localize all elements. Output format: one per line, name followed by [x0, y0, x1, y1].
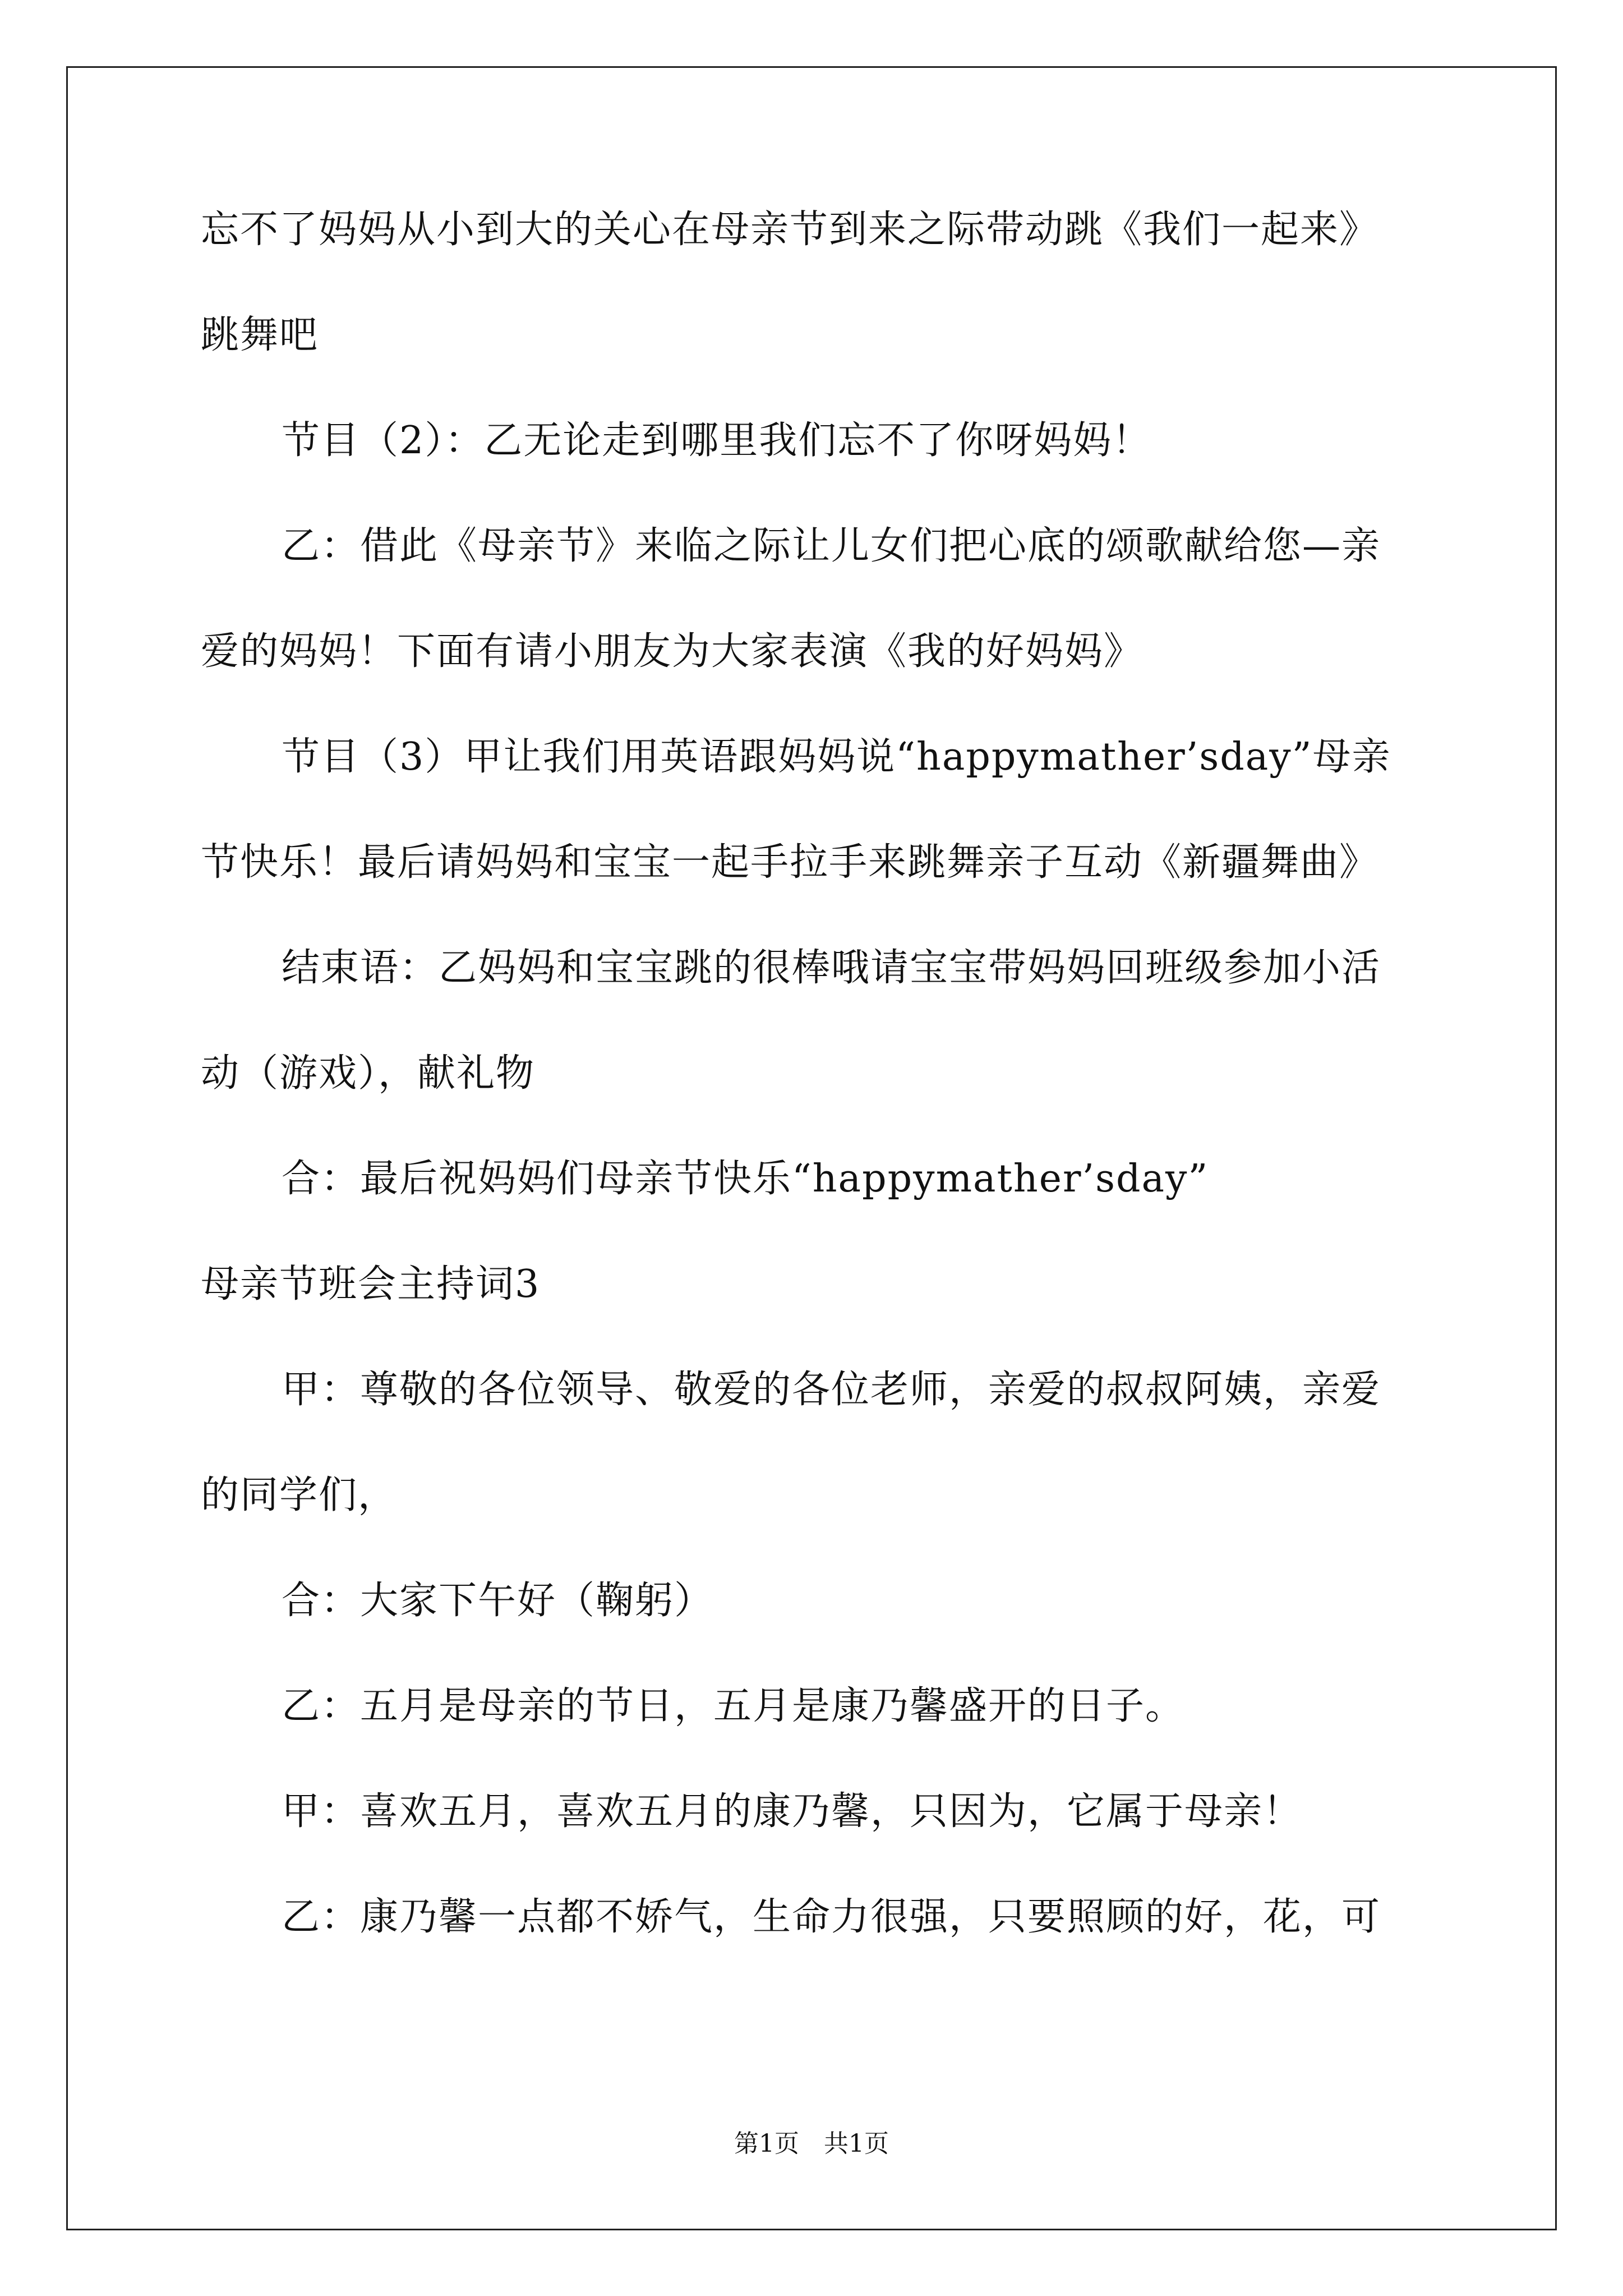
text-line-1: 忘不了妈妈从小到大的关心在母亲节到来之际带动跳《我们一起来》 — [201, 208, 1379, 252]
text-line-2: 跳舞吧 — [201, 313, 319, 357]
text-line-13: 的同学们， — [201, 1473, 398, 1517]
text-line-5: 爱的妈妈！下面有请小朋友为大家表演《我的好妈妈》 — [201, 629, 1144, 674]
text-line-16: 甲：喜欢五月，喜欢五月的康乃馨，只因为，它属于母亲！ — [282, 1789, 1303, 1834]
text-line-17: 乙：康乃馨一点都不娇气，生命力很强，只要照顾的好，花，可 — [282, 1895, 1381, 1939]
page-number: 第1页 共1页 — [734, 2129, 889, 2158]
text-line-7: 节快乐！最后请妈妈和宝宝一起手拉手来跳舞亲子互动《新疆舞曲》 — [201, 840, 1379, 885]
section-heading: 母亲节班会主持词3 — [201, 1262, 541, 1306]
closing-remarks-line: 结束语：乙妈妈和宝宝跳的很棒哦请宝宝带妈妈回班级参加小活 — [282, 946, 1381, 990]
text-line-15: 乙：五月是母亲的节日，五月是康乃馨盛开的日子。 — [282, 1684, 1185, 1728]
text-line-10: 合：最后祝妈妈们母亲节快乐“happymather’sday” — [282, 1157, 1209, 1201]
text-line-12: 甲：尊敬的各位领导、敬爱的各位老师，亲爱的叔叔阿姨，亲爱 — [282, 1368, 1381, 1412]
text-line-9: 动（游戏），献礼物 — [201, 1051, 536, 1096]
program-3-line: 节目（3）甲让我们用英语跟妈妈说“happymather’sday”母亲 — [282, 735, 1391, 779]
text-line-4: 乙：借此《母亲节》来临之际让儿女们把心底的颂歌献给您—亲 — [282, 524, 1381, 568]
text-line-14: 合：大家下午好（鞠躬） — [282, 1579, 714, 1623]
program-2-line: 节目（2）：乙无论走到哪里我们忘不了你呀妈妈！ — [282, 418, 1152, 463]
